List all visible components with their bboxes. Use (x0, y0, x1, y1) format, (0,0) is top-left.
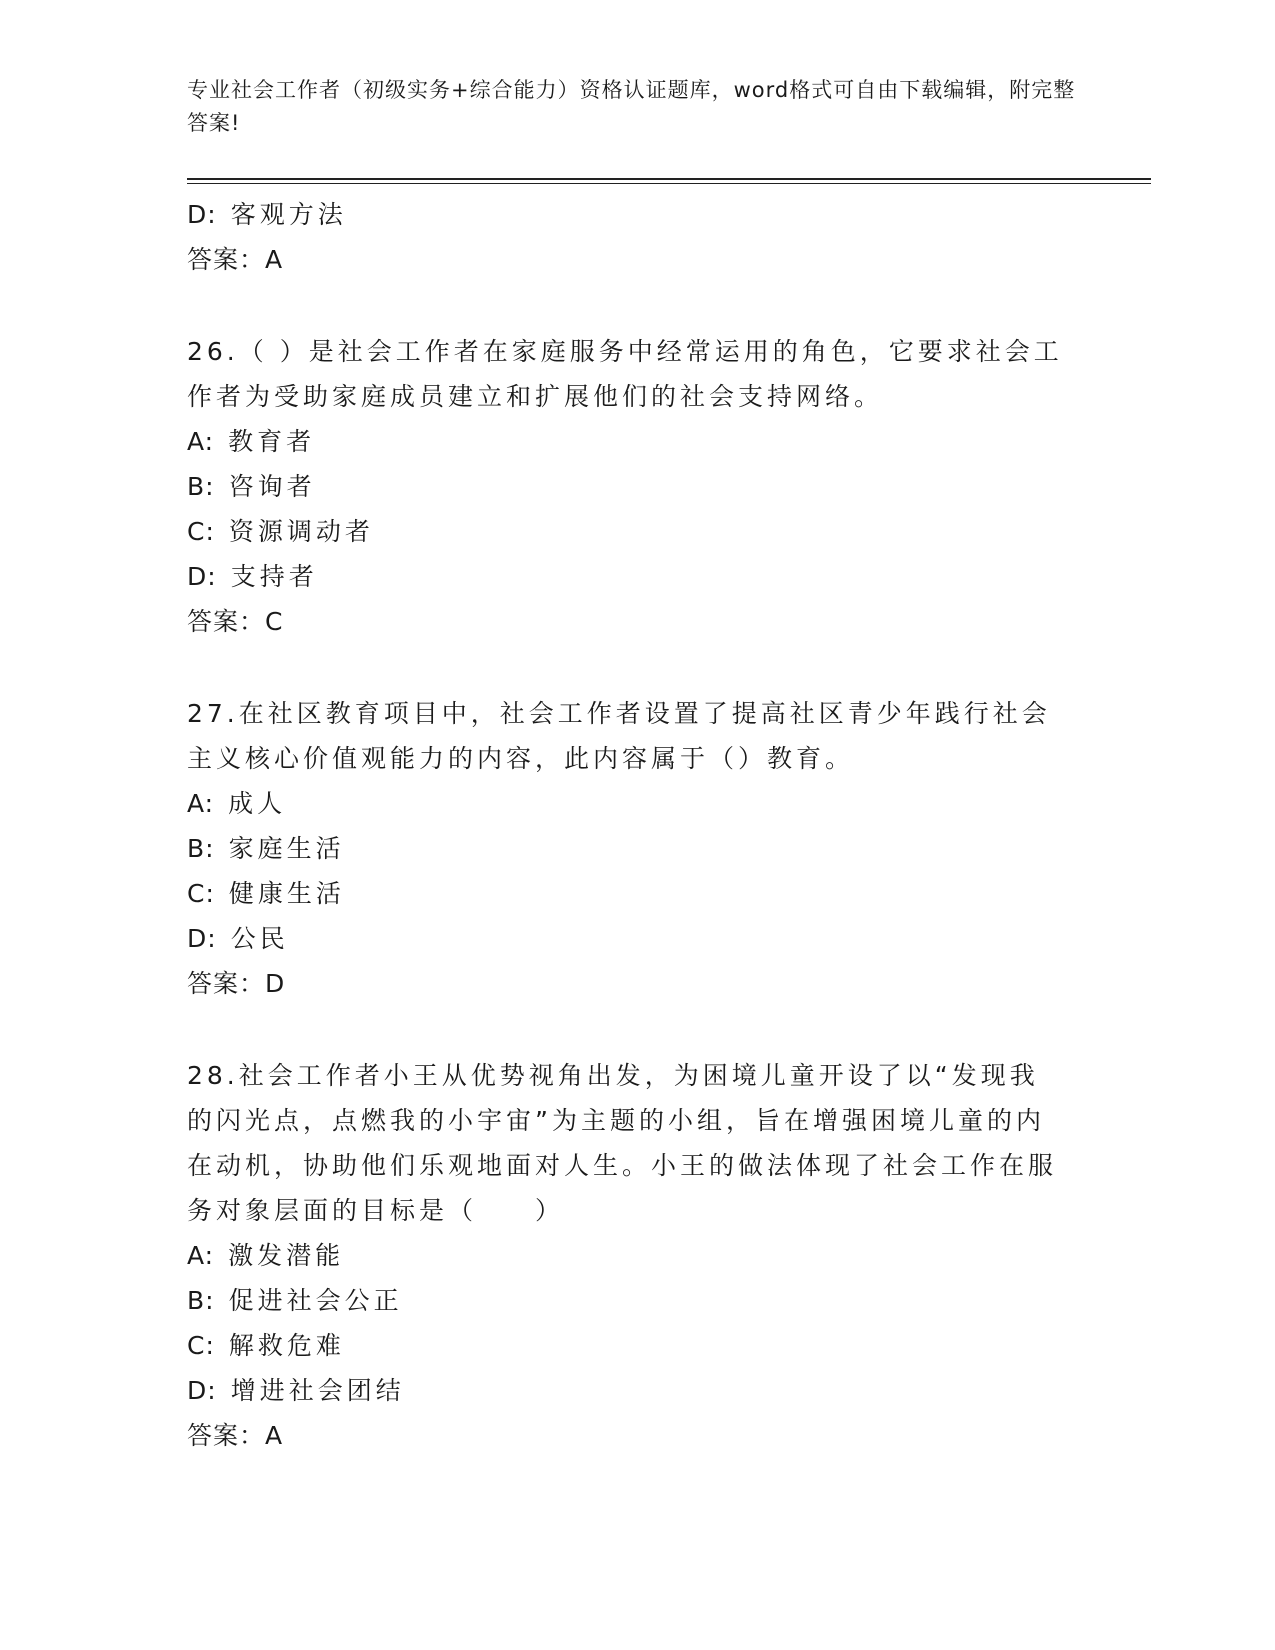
document-body (187, 192, 1087, 1458)
question-stem: 28.社会工作者小王从优势视角出发，为困境儿童开设了以“发现我的闪光点，点燃我的小宇宙”为主题的小组，旨在增强困境儿童的内在动机，协助他们乐观地面对人生。小王的做法体现了社会工作在服务对象层面的目标是（ ） (187, 1061, 1058, 1225)
option-a (187, 781, 1087, 826)
option-d (187, 192, 1087, 237)
option-c (187, 1323, 1087, 1368)
option-b (187, 1278, 1087, 1323)
option-text: 健康生活 (228, 879, 345, 908)
option-label: B: (187, 472, 215, 501)
option-text: 公民 (230, 924, 289, 953)
question-26 (187, 329, 1087, 644)
option-d (187, 1368, 1087, 1413)
option-d (187, 916, 1087, 961)
option-b (187, 464, 1087, 509)
question-28 (187, 1053, 1087, 1458)
option-a (187, 1233, 1087, 1278)
option-text: 成人 (228, 789, 287, 818)
option-label: A: (187, 1241, 215, 1270)
option-text: 客观方法 (230, 200, 347, 229)
question-27 (187, 691, 1087, 1006)
answer: 答案：A (187, 1421, 284, 1450)
option-label: C: (187, 879, 215, 908)
option-c (187, 871, 1087, 916)
answer: 答案：C (187, 607, 284, 636)
option-text: 解救危难 (228, 1331, 345, 1360)
header-rule-thin (187, 183, 1151, 184)
option-text: 激发潜能 (228, 1241, 345, 1270)
option-label: D: (187, 924, 217, 953)
option-b (187, 826, 1087, 871)
option-text: 教育者 (228, 427, 316, 456)
option-a (187, 419, 1087, 464)
answer: 答案：D (187, 969, 286, 998)
option-text: 家庭生活 (228, 834, 345, 863)
option-label: A: (187, 789, 215, 818)
option-label: D: (187, 200, 217, 229)
option-d (187, 554, 1087, 599)
option-label: B: (187, 834, 215, 863)
question-stem: 26.（ ）是社会工作者在家庭服务中经常运用的角色，它要求社会工作者为受助家庭成员建立和扩展他们的社会支持网络。 (187, 337, 1063, 411)
option-label: A: (187, 427, 215, 456)
page-header: 专业社会工作者（初级实务+综合能力）资格认证题库，word格式可自由下载编辑，附完整答案! (187, 78, 1076, 135)
option-text: 支持者 (230, 562, 318, 591)
option-text: 资源调动者 (228, 517, 374, 546)
option-text: 促进社会公正 (228, 1286, 403, 1315)
option-label: C: (187, 1331, 215, 1360)
option-c (187, 509, 1087, 554)
option-text: 咨询者 (228, 472, 316, 501)
header-rule-thick (187, 178, 1151, 180)
option-label: D: (187, 1376, 217, 1405)
question-stem: 27.在社区教育项目中，社会工作者设置了提高社区青少年践行社会主义核心价值观能力的内容，此内容属于（）教育。 (187, 699, 1051, 773)
option-text: 增进社会团结 (230, 1376, 405, 1405)
option-label: D: (187, 562, 217, 591)
answer: 答案：A (187, 245, 284, 274)
option-label: C: (187, 517, 215, 546)
option-label: B: (187, 1286, 215, 1315)
